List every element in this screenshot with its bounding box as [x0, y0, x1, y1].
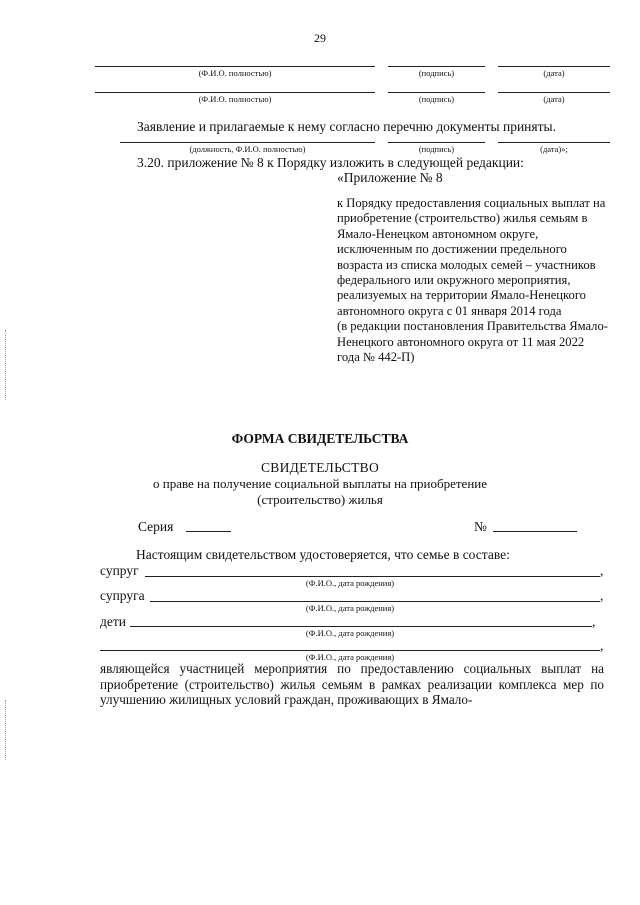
- caption-position: (должность, Ф.И.О. полностью): [189, 144, 306, 154]
- series-label: Серия: [138, 519, 174, 534]
- field-tail-wife: ,: [600, 588, 604, 603]
- caption-accept-date: (дата)»;: [540, 144, 568, 154]
- field-tail-children: ,: [592, 614, 596, 629]
- caption-date-2: (дата): [543, 94, 565, 104]
- signature-line-sign-2: [388, 92, 485, 93]
- margin-dots-bottom: [5, 700, 6, 760]
- series-line: [186, 531, 231, 532]
- caption-fio-2: (Ф.И.О. полностью): [198, 94, 272, 104]
- caption-accept-sign: (подпись): [418, 144, 455, 154]
- field-label-wife: супруга: [100, 588, 145, 603]
- caption-sign-1: (подпись): [418, 68, 455, 78]
- caption-children: (Ф.И.О., дата рождения): [305, 628, 395, 638]
- certificate-subtitle-1: о праве на получение социальной выплаты на приобретение: [152, 476, 488, 491]
- appendix-body: к Порядку предоставления социальных выплат на приобретение (строительство) жилья семьям в Ямало-Ненецком автономном округе, исключенным по достижении предельного возраста из списка молодых семей – участников федерального или окружного мероприятия, реализуемых на территории Ямало-Ненецкого автономного округа с 01 января 2014 года: [337, 196, 606, 318]
- certificate-intro: Настоящим свидетельством удостоверяется, что семье в составе:: [136, 547, 510, 562]
- appendix-title: «Приложение № 8: [337, 170, 443, 185]
- field-tail-husband: ,: [600, 563, 604, 578]
- certificate-title: СВИДЕТЕЛЬСТВО: [260, 460, 379, 475]
- appendix-edition: (в редакции постановления Правительства Ямало-Ненецкого автономного округа от 11 мая 2022 года № 442-П): [337, 319, 608, 365]
- number-label: №: [474, 519, 487, 534]
- number-line: [493, 531, 577, 532]
- margin-dots-top: [5, 330, 6, 400]
- acceptance-line-date: [498, 142, 610, 143]
- field-line-wife: [150, 601, 600, 602]
- certificate-paragraph: являющейся участницей мероприятия по предоставлению социальных выплат на приобретение (строительство) жилья семьям в рамках реализации комплекса мер по улучшению жилищных условий граждан, проживающих в Ямало-: [100, 661, 604, 708]
- field-line-extra: [100, 650, 600, 651]
- page-number: 29: [314, 31, 326, 45]
- field-label-children: дети: [100, 614, 126, 629]
- field-line-children: [130, 626, 592, 627]
- acceptance-line-sign: [388, 142, 485, 143]
- caption-fio-1: (Ф.И.О. полностью): [198, 68, 272, 78]
- caption-date-1: (дата): [543, 68, 565, 78]
- certificate-subtitle-2: (строительство) жилья: [257, 492, 383, 507]
- item-3-20: 3.20. приложение № 8 к Порядку изложить в следующей редакции:: [137, 155, 524, 170]
- caption-sign-2: (подпись): [418, 94, 455, 104]
- caption-extra: (Ф.И.О., дата рождения): [305, 652, 395, 662]
- caption-wife: (Ф.И.О., дата рождения): [305, 603, 395, 613]
- acceptance-line-position: [120, 142, 375, 143]
- appendix-block: [337, 196, 609, 365]
- signature-line-fio-2: [95, 92, 375, 93]
- acceptance-text: Заявление и прилагаемые к нему согласно перечню документы приняты.: [137, 119, 556, 134]
- signature-line-date-2: [498, 92, 610, 93]
- form-title: ФОРМА СВИДЕТЕЛЬСТВА: [231, 431, 409, 446]
- signature-line-fio-1: [95, 66, 375, 67]
- signature-line-date-1: [498, 66, 610, 67]
- field-tail-extra: ,: [600, 638, 604, 653]
- field-label-husband: супруг: [100, 563, 139, 578]
- signature-line-sign-1: [388, 66, 485, 67]
- field-line-husband: [145, 576, 600, 577]
- caption-husband: (Ф.И.О., дата рождения): [305, 578, 395, 588]
